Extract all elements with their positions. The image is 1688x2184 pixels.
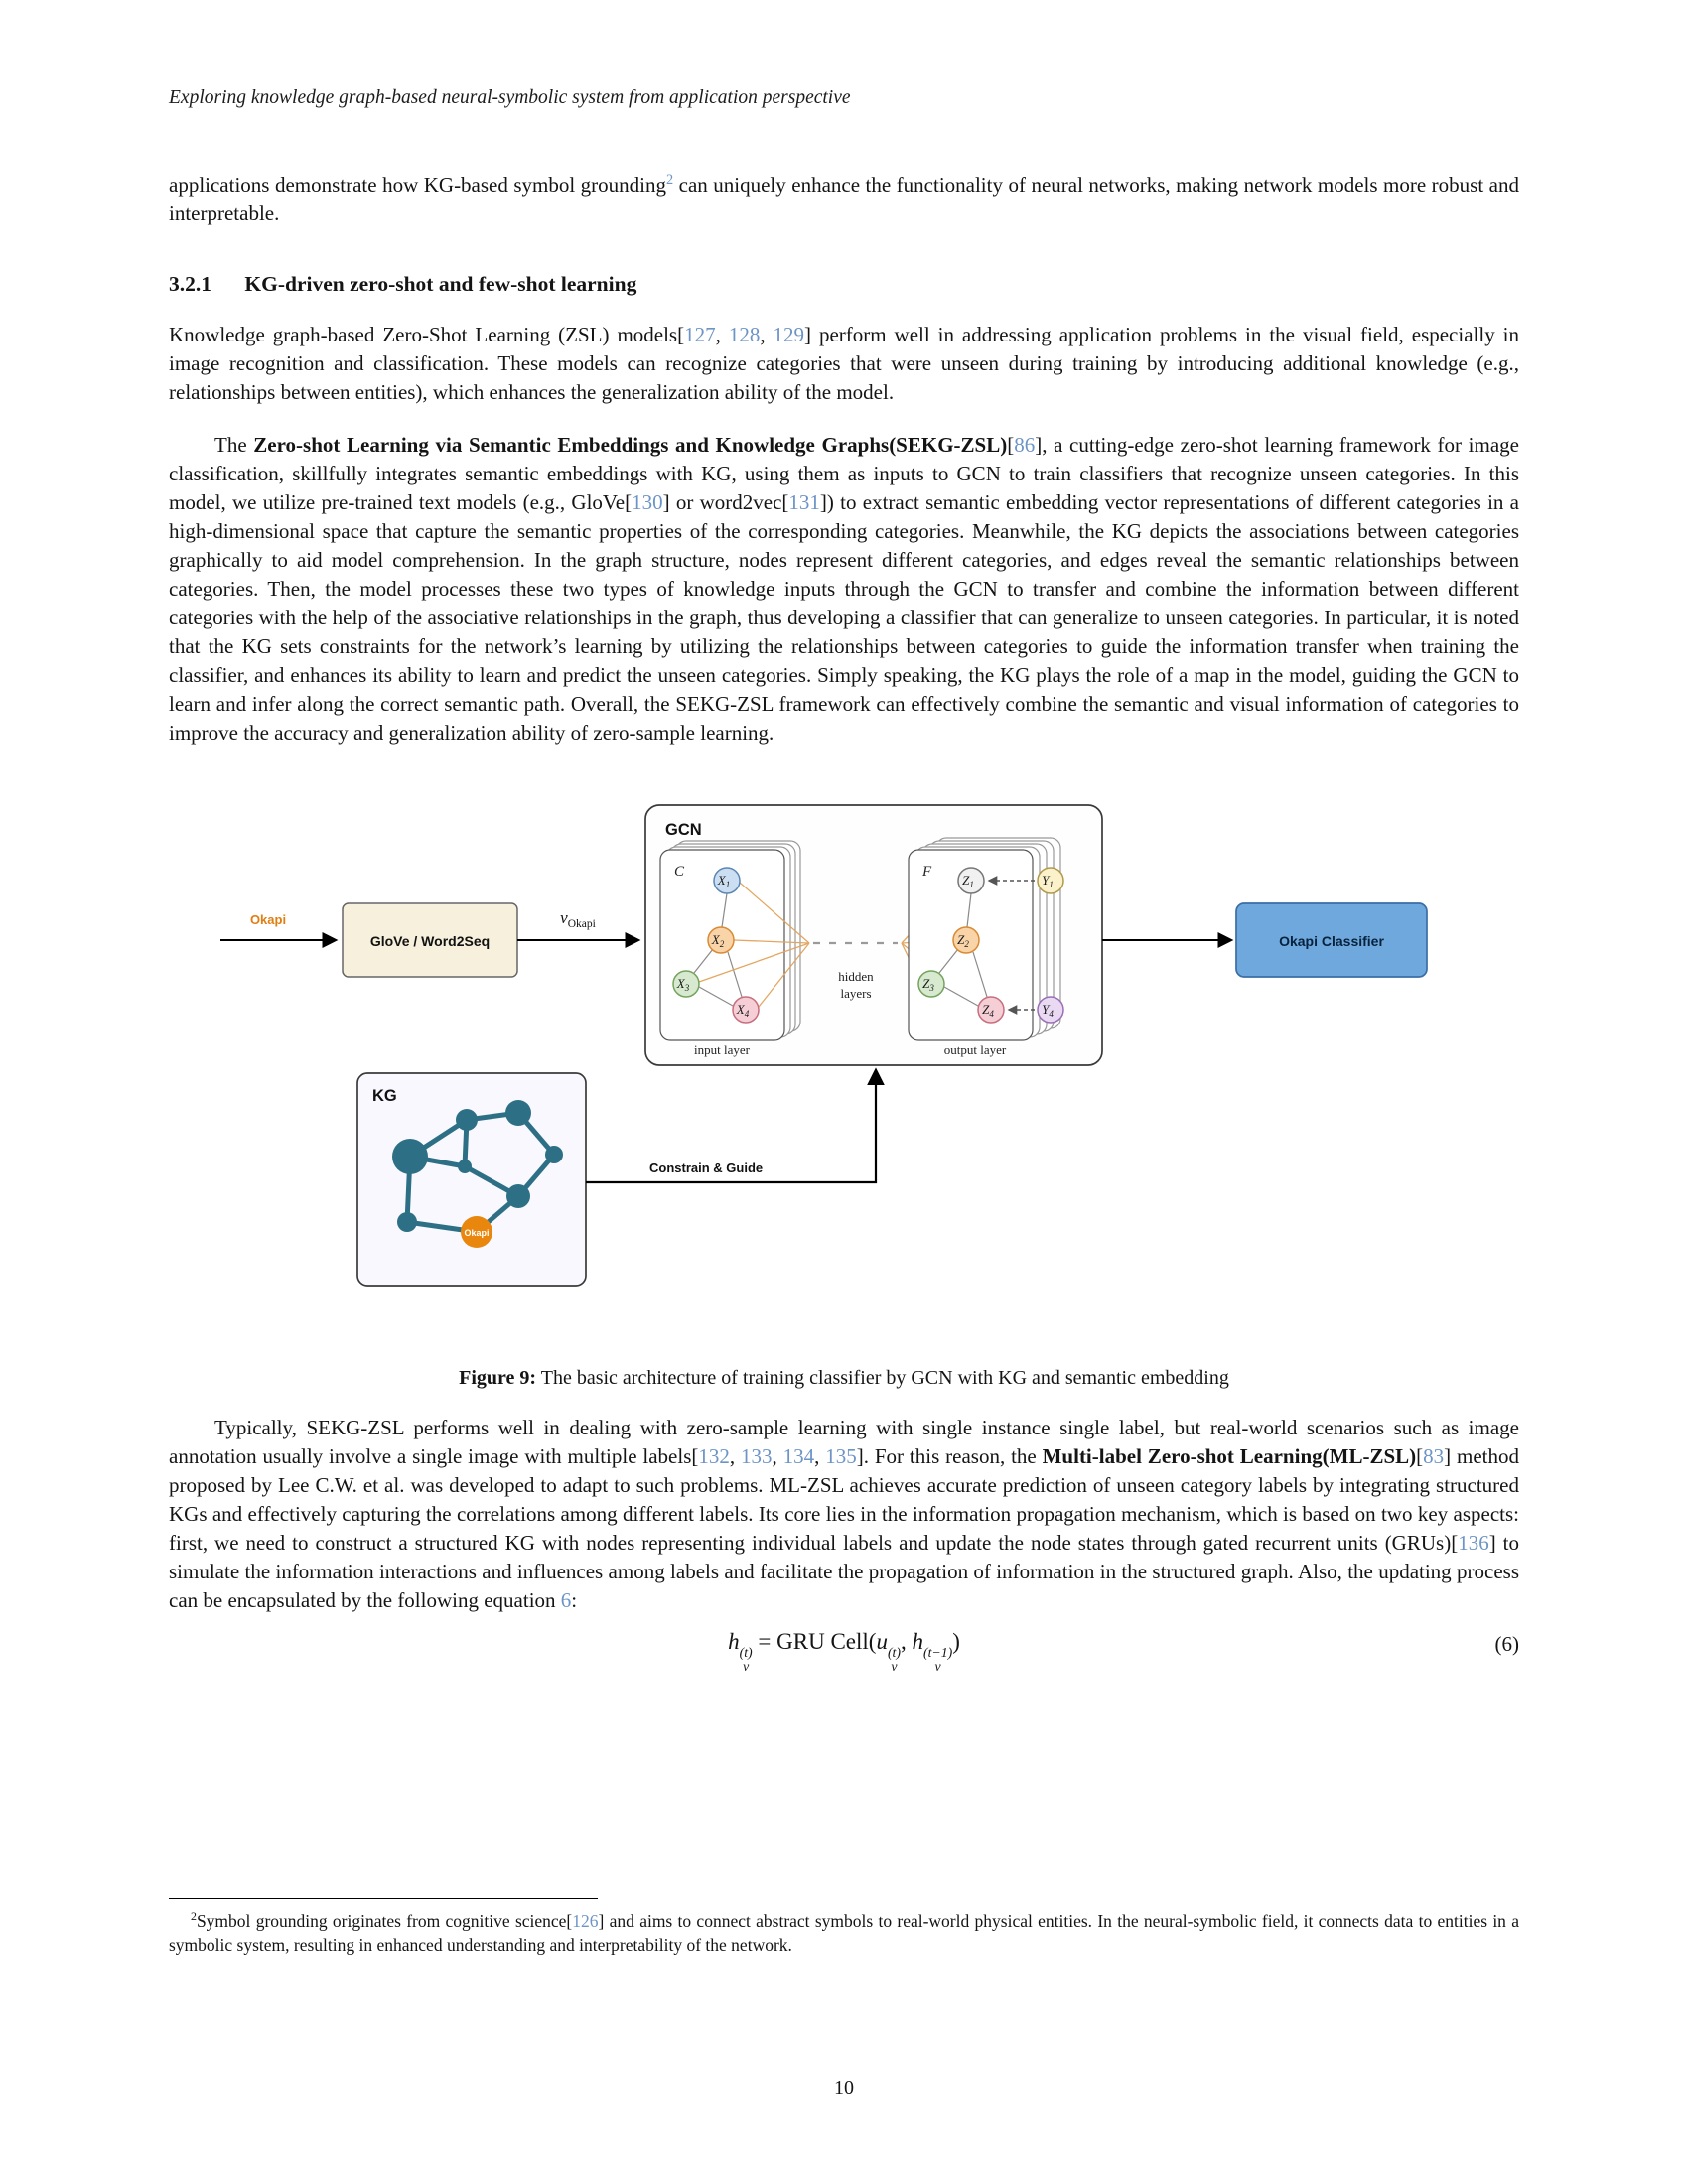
output-node-z4-label: $Z_4$ [982,1002,994,1019]
running-header: Exploring knowledge graph-based neural-symbolic system from application perspective [169,87,851,108]
glove-box-label: GloVe / Word2Seq [369,933,491,949]
bold-text: Figure 9: [459,1367,537,1389]
output-node-z3-label: $Z_3$ [922,976,934,993]
okapi-classifier-box [1236,903,1427,977]
output-node-z2-label: $Z_2$ [957,932,969,949]
citation-link[interactable]: 131 [788,490,820,514]
output-stack-label: F [922,864,932,880]
equation-body: h (t) v = GRU Cell(u (t) v , h (t−1) v ) [728,1629,960,1675]
footnote-rule [169,1898,598,1899]
citation-link[interactable]: 127 [684,323,716,346]
equation-number: (6) [1494,1632,1519,1656]
kg-okapi-node-label: Okapi [464,1228,490,1238]
citation-link[interactable]: 129 [773,323,805,346]
math-variable: u (t) v [876,1629,901,1675]
citation-link[interactable]: 130 [632,490,663,514]
glove-word2seq-box [343,903,517,977]
figure-9-diagram [169,797,1519,1328]
paragraph-sekg-zsl: The Zero-shot Learning via Semantic Embeddings and Knowledge Graphs(SEKG-ZSL)[86], a cutting-edge zero-shot learning framework for image classification, skillfully integrates semantic embeddings with KG, using them as inputs to GCN to train classifiers that recognize unseen categories. In this model, we utilize pre-trained text models (e.g., GloVe[130] or word2vec[131]) to extract semantic embedding vector representations of different categories in a high-dimensional space that capture the semantic properties of the corresponding categories. Meanwhile, the KG depicts the associations between categories graphically to aid model comprehension. In the graph structure, nodes represent different categories, and edges reveal the semantic relationships between categories. Then, the model processes these two types of knowledge inputs through the GCN to transfer and combine the information between different categories with the help of the associative relationships in the graph, thus developing a classifier that can generalize to unseen categories. In particular, it is noted that the KG sets constraints for the network’s learning by utilizing the relationships between categories to guide the information transfer when training the classifier, and enhances its ability to learn and predict the unseen categories. Simply speaking, the KG plays the role of a map in the model, guiding the GCN to learn and infer along the correct semantic path. Overall, the SEKG-ZSL framework can effectively combine the semantic and visual information of categories to improve the accuracy and generalization ability of zero-sample learning. [169,433,1519,745]
constrain-guide-label: Constrain & Guide [649,1160,764,1175]
hidden-layers-caption-line1: hidden [838,969,874,984]
page-number: 10 [834,2077,854,2099]
gcn-label: GCN [665,821,702,839]
okapi-classifier-label: Okapi Classifier [1279,933,1384,949]
input-node-x1-label: $X_1$ [717,873,731,889]
okapi-input-label: Okapi [249,912,287,927]
citation-link[interactable]: 128 [728,323,761,346]
page-content [169,87,1519,1675]
section-heading [169,272,1519,297]
hidden-layers-caption-line2: layers [840,986,872,1001]
input-node-x3-label: $X_3$ [676,976,690,993]
section-title: KG-driven zero-shot and few-shot learning [244,272,637,296]
bold-text: Multi-label Zero-shot Learning(ML-ZSL) [1042,1444,1417,1468]
section-number: 3.2.1 [169,272,211,296]
citation-link[interactable]: 6 [560,1588,572,1612]
input-node-x2-label: $X_2$ [711,932,725,949]
embedding-arrow-label: $v_{Okapi}$ [560,908,596,930]
footnote-text: $^2$Symbol grounding originates from cognitive science[126] and aims to connect abstract symbols to real-world physical entities. In the neural-symbolic field, it connects data to entities in a symbolic system, resulting in enhanced understanding and interpretability of the network. [169,1909,1519,1955]
footnote [169,1898,1519,1957]
paragraph-intro: applications demonstrate how KG-based symbol grounding$^2$ can uniquely enhance the functionality of neural networks, making network models more robust and interpretable. [169,172,1519,225]
output-node-z1-label: $Z_1$ [962,873,974,889]
input-node-x4-label: $X_4$ [736,1002,750,1019]
citation-link[interactable]: 132 [698,1444,730,1468]
paragraph-zsl: Knowledge graph-based Zero-Shot Learning (ZSL) models[127, 128, 129] perform well in addressing application problems in the visual field, especially in image recognition and classification. These models can recognize categories that were unseen during training by introducing additional knowledge (e.g., relationships between entities), which enhances the generalization ability of the model. [169,323,1519,404]
footnote-marker: 2 [191,1909,197,1924]
citation-link[interactable]: 134 [782,1444,815,1468]
y-node-y1-label: $Y_1$ [1042,873,1054,889]
citation-link[interactable]: 135 [825,1444,857,1468]
input-stack-label: C [674,864,685,880]
citation-link[interactable]: 83 [1423,1444,1445,1468]
citation-link[interactable]: 86 [1014,433,1036,457]
kg-label: KG [372,1087,397,1105]
output-layer-caption: output layer [943,1042,1007,1057]
citation-link[interactable]: 133 [741,1444,773,1468]
figure-9 [169,797,1519,1333]
citation-link[interactable]: 126 [572,1911,599,1931]
figure-9-caption: Figure 9: The basic architecture of training classifier by GCN with KG and semantic embedding [459,1367,1229,1389]
math-variable: h (t) v [728,1629,753,1675]
footnote-ref-link[interactable]: 2 [666,172,674,188]
citation-link[interactable]: 136 [1458,1531,1489,1555]
y-node-y4-label: $Y_4$ [1042,1002,1054,1019]
kg-box [357,1073,586,1286]
equation-6 [169,1629,1519,1675]
paragraph-ml-zsl: Typically, SEKG-ZSL performs well in dealing with zero-sample learning with single instance single label, but real-world scenarios such as image annotation usually involve a single image with multiple labels[132, 133, 134, 135]. For this reason, the Multi-label Zero-shot Learning(ML-ZSL)[83] method proposed by Lee C.W. et al. was developed to adapt to such problems. ML-ZSL achieves accurate prediction of unseen category labels by integrating structured KGs and effectively capturing the correlations among different labels. Its core lies in the information propagation mechanism, which is based on two key aspects: first, we need to construct a structured KG with nodes representing individual labels and update the node states through gated recurrent units (GRUs)[136] to simulate the information interactions and influences among labels and facilitate the propagation of information in the structured graph. Also, the updating process can be encapsulated by the following equation 6: [169,1416,1519,1612]
input-layer-caption: input layer [694,1042,750,1057]
bold-text: Zero-shot Learning via Semantic Embeddings and Knowledge Graphs(SEKG-ZSL) [253,433,1008,457]
math-variable: h (t−1) v [912,1629,953,1675]
